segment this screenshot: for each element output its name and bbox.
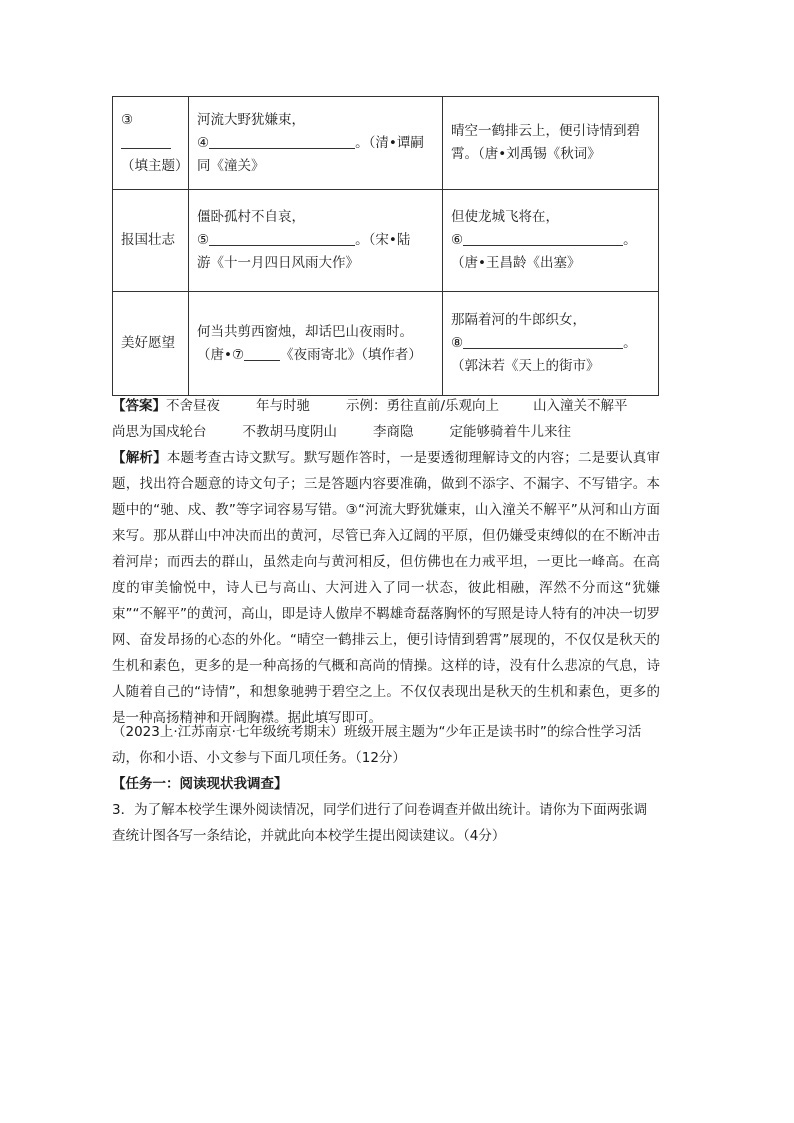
question-intro: （2023上·江苏南京·七年级统考期末）班级开展主题为“少年正是读书时”的综合性学习活动，你和小语、小文参与下面几项任务。（12分）	[112, 724, 642, 766]
poem-cell: 何当共剪西窗烛，却话巴山夜雨时。 （唐•⑦ 《夜雨寄北》（填作者）	[189, 292, 443, 396]
theme-cell: 美好愿望	[113, 292, 189, 396]
poem-cell: 河流大野犹嫌束， ④ 。（清•谭嗣 同《潼关》	[189, 97, 443, 190]
answer-item: 山入潼关不解平	[533, 398, 628, 414]
blank-8	[463, 334, 623, 349]
question-3: 3．为了解本校学生课外阅读情况，同学们进行了问卷调查并做出统计。请你为下面两张调查统计图各写一条结论，并就此向本校学生提出阅读建议。（4分）	[112, 802, 648, 844]
poetry-fill-table	[112, 96, 659, 396]
task-heading: 【任务一：阅读现状我调查】	[112, 776, 288, 792]
analysis-section	[112, 445, 660, 731]
table-row	[113, 190, 659, 292]
poem-cell: 僵卧孤村不自哀， ⑤ 。（宋•陆 游《十一月四日风雨大作》	[189, 190, 443, 292]
answer-item: 年与时驰	[256, 398, 310, 414]
analysis-text: 本题考查古诗文默写。默写题作答时，一是要透彻理解诗文的内容；二是要认真审题，找出符合题意的诗文句子；三是答题内容要准确，做到不添字、不漏字、不写错字。本题中的“驰、戍、教”等字词容易写错。③“河流大野犹嫌束，山入潼关不解平”从河和山方面来写。那从群山中冲决而出的黄河，尽管已奔入辽阔的平原，但仍嫌受束缚似的在不断冲击着河岸；而西去的群山，虽然走向与黄河相反，但仿佛也在力戒平坦，一更比一峰高。在高度的审美愉悦中，诗人已与高山、大河进入了同一状态，彼此相融，浑然不分而这“犹嫌束”“不解平”的黄河，高山，即是诗人傲岸不羁雄奇磊落胸怀的写照是诗人特有的冲决一切罗网、奋发昂扬的心态的外化。“晴空一鹤排云上，便引诗情到碧霄”展现的，不仅仅是秋天的生机和素色，更多的是一种高扬的气概和高尚的情操。这样的诗，没有什么悲凉的气息，诗人随着自己的“诗情”，和想象驰骋于碧空之上。不仅仅表现出是秋天的生机和素色，更多的是一种高扬精神和开阔胸襟。据此填写即可。	[112, 450, 661, 726]
blank-7	[244, 346, 280, 361]
table-row	[113, 292, 659, 396]
answer-item: 不教胡马度阴山	[242, 424, 337, 440]
answer-item: 定能够骑着牛儿来往	[449, 424, 571, 440]
theme-cell: 报国壮志	[113, 190, 189, 292]
answer-item: 不舍昼夜	[166, 398, 220, 414]
answer-item: 尚思为国戍轮台	[112, 424, 207, 440]
answer-section	[112, 393, 660, 445]
question-section	[112, 719, 660, 849]
table-row	[113, 97, 659, 190]
theme-cell: ③ （填主题）	[113, 97, 189, 190]
blank-3	[121, 134, 171, 149]
analysis-label: 【解析】	[112, 450, 167, 466]
answer-item: 示例：勇往直前/乐观向上	[346, 398, 500, 414]
poem-cell: 那隔着河的牛郎织女， ⑧ 。 （郭沫若《天上的街市》	[443, 292, 659, 396]
answer-label: 【答案】	[112, 398, 166, 414]
poem-cell: 晴空一鹤排云上，便引诗情到碧 霄。（唐•刘禹锡《秋词》	[443, 97, 659, 190]
answer-item: 李商隐	[373, 424, 414, 440]
blank-6	[463, 231, 623, 246]
poem-cell: 但使龙城飞将在， ⑥ 。 （唐•王昌龄《出塞》	[443, 190, 659, 292]
blank-4	[209, 134, 355, 149]
blank-5	[209, 231, 355, 246]
